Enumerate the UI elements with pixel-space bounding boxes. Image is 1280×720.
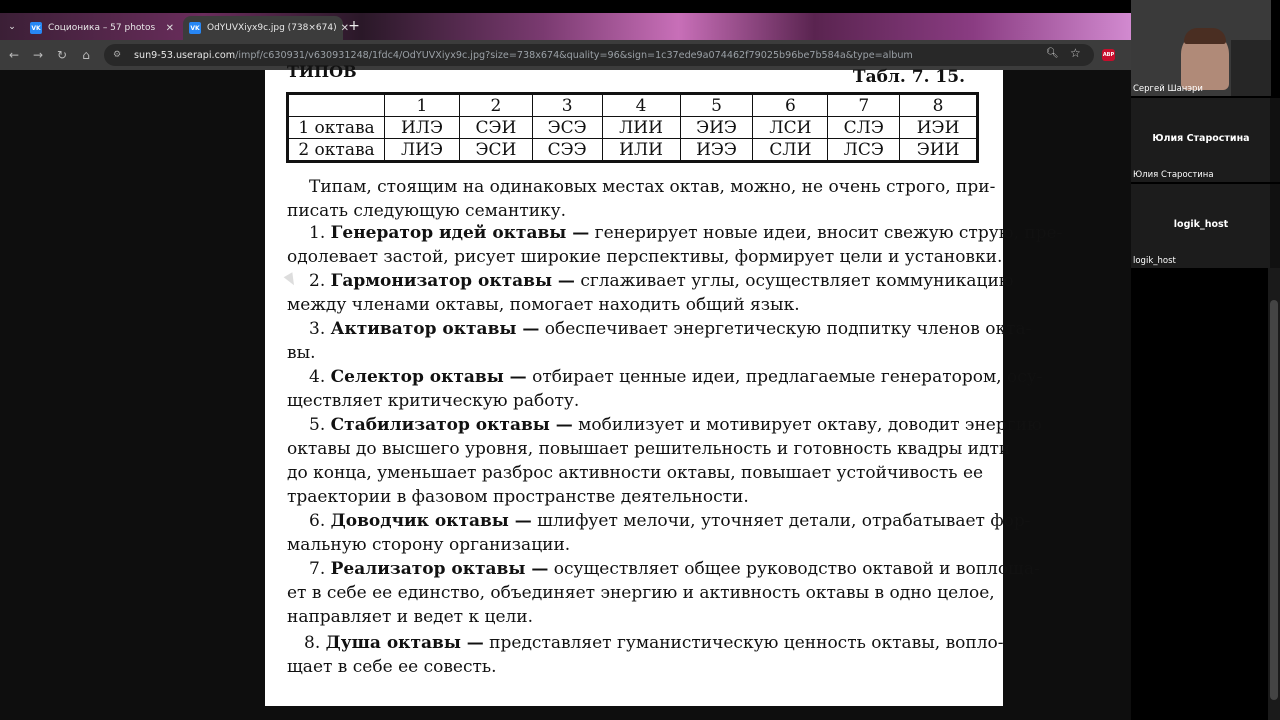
table-cell: 6: [753, 94, 828, 117]
table-cell: 7: [828, 94, 900, 117]
text-line: направляет и ведет к цели.: [287, 607, 534, 627]
table-cell: ЭСЭ: [532, 117, 602, 139]
text-line: траектории в фазовом пространстве деятельности.: [287, 487, 749, 507]
table-cell: ЭСИ: [459, 139, 532, 162]
home-icon[interactable]: ⌂: [82, 48, 90, 62]
tab-image[interactable]: [183, 16, 349, 40]
bookmark-star-icon[interactable]: ☆: [1070, 46, 1081, 60]
item-selector: [287, 365, 1043, 413]
table-cell: 5: [680, 94, 753, 117]
zoom-icon[interactable]: 🔍︎: [1046, 48, 1059, 59]
item-number: 4.: [309, 367, 326, 387]
site-info-icon[interactable]: ⚙: [112, 50, 122, 60]
participant-name: Сергей Шанэри: [1133, 84, 1203, 94]
tab-search-icon[interactable]: ⌄: [8, 22, 16, 32]
reload-icon[interactable]: ↻: [56, 48, 68, 62]
item-term: Активатор октавы —: [330, 319, 540, 339]
table-cell: ЛИЭ: [385, 139, 460, 162]
item-term: Стабилизатор октавы —: [330, 415, 573, 435]
text-line: вы.: [287, 343, 316, 363]
tab-socionics-photos[interactable]: [24, 16, 182, 40]
tab-strip: [0, 13, 1131, 40]
item-stabilizer: [287, 413, 1042, 509]
text-line: генерирует новые идеи, вносит свежую струю, пре-: [589, 223, 1063, 243]
table-row: [288, 117, 978, 139]
item-soul: [287, 631, 1004, 679]
table-cell: 8: [900, 94, 978, 117]
participant-placeholder-name: logik_host: [1173, 219, 1229, 230]
participant-video-hair: [1184, 28, 1226, 44]
item-number: 5.: [309, 415, 326, 435]
text-line: Типам, стоящим на одинаковых местах октав, можно, не очень строго, при-: [309, 177, 996, 197]
close-icon[interactable]: ✕: [165, 22, 174, 34]
octave-table: [286, 92, 979, 163]
table-cell: ИЛИ: [602, 139, 680, 162]
text-line: сглаживает углы, осуществляет коммуникацию: [574, 271, 1014, 291]
item-term: Гармонизатор октавы —: [330, 271, 575, 291]
panel-divider: [1270, 98, 1280, 182]
text-line: до конца, уменьшает разброс активности октавы, повышает устойчивость ее: [287, 463, 984, 483]
intro-paragraph: [287, 175, 996, 223]
item-term: Селектор октавы —: [330, 367, 527, 387]
table-header-row: [288, 94, 978, 117]
text-line: осуществляет общее руководство октавой и воплоща-: [548, 559, 1040, 579]
item-number: 2.: [309, 271, 326, 291]
item-number: 8.: [304, 633, 321, 653]
page-viewport: [0, 62, 1131, 720]
participant-placeholder-name: Юлия Старостина: [1152, 133, 1250, 144]
item-finisher: [287, 509, 1031, 557]
text-line: отбирает ценные идеи, предлагаемые генератором, осу-: [526, 367, 1043, 387]
table-cell: СЭИ: [459, 117, 532, 139]
item-term: Доводчик октавы —: [330, 511, 532, 531]
table-cell: ИЭЭ: [680, 139, 753, 162]
table-cell: ИЛЭ: [385, 117, 460, 139]
table-cell: 4: [602, 94, 680, 117]
text-line: мобилизует и мотивирует октаву, доводит энергию: [572, 415, 1042, 435]
participant-tile[interactable]: [1131, 98, 1271, 182]
row-label: 2 октава: [288, 139, 385, 162]
tab-title: Соционика – 57 photos: [48, 23, 156, 33]
browser-toolbar: [0, 40, 1131, 70]
row-label: 1 октава: [288, 117, 385, 139]
table-cell: 3: [532, 94, 602, 117]
table-cell: СЭЭ: [532, 139, 602, 162]
table-cell: ИЭИ: [900, 117, 978, 139]
table-cell: 1: [385, 94, 460, 117]
forward-arrow-icon[interactable]: →: [32, 48, 44, 62]
text-line: ществляет критическую работу.: [287, 391, 580, 411]
table-cell: ЛСЭ: [828, 139, 900, 162]
table-cell: ЛИИ: [602, 117, 680, 139]
item-term: Генератор идей октавы —: [330, 223, 590, 243]
close-icon[interactable]: ✕: [340, 22, 349, 34]
table-cell: ЛСИ: [753, 117, 828, 139]
item-number: 3.: [309, 319, 326, 339]
participant-tile[interactable]: [1131, 0, 1271, 96]
table-caption: Табл. 7. 15.: [852, 67, 965, 87]
table-cell: СЛЭ: [828, 117, 900, 139]
tab-title: OdYUVXiyx9c.jpg (738×674): [207, 23, 337, 33]
table-cell: 2: [459, 94, 532, 117]
table-row: [288, 139, 978, 162]
table-cell: ЭИИ: [900, 139, 978, 162]
text-line: писать следующую семантику.: [287, 201, 567, 221]
text-line: шлифует мелочи, уточняет детали, отрабатывает фор-: [531, 511, 1031, 531]
item-term: Душа октавы —: [325, 633, 484, 653]
vk-icon: VK: [189, 22, 201, 34]
text-line: представляет гуманистическую ценность октавы, вопло-: [483, 633, 1004, 653]
video-call-panel: [1131, 0, 1280, 268]
table-cell: ЭИЭ: [680, 117, 753, 139]
page-header-left: ТИПОВ: [287, 62, 357, 81]
table-cell: СЛИ: [753, 139, 828, 162]
item-term: Реализатор октавы —: [330, 559, 549, 579]
adblock-extension-icon[interactable]: ABP: [1102, 49, 1115, 61]
new-tab-button[interactable]: +: [348, 18, 360, 34]
item-generator: [287, 221, 1063, 269]
text-line: мальную сторону организации.: [287, 535, 571, 555]
table-cell: [288, 94, 385, 117]
text-line: между членами октавы, помогает находить общий язык.: [287, 295, 800, 315]
vk-icon: VK: [30, 22, 42, 34]
item-number: 1.: [309, 223, 326, 243]
item-activator: [287, 317, 1032, 365]
address-bar[interactable]: [104, 44, 1094, 66]
panel-divider: [1270, 184, 1280, 268]
text-line: обеспечивает энергетическую подпитку членов окта-: [539, 319, 1032, 339]
back-arrow-icon[interactable]: ←: [8, 48, 20, 62]
participant-name: logik_host: [1133, 256, 1176, 266]
scrollbar-thumb[interactable]: [1270, 300, 1278, 700]
item-number: 6.: [309, 511, 326, 531]
participant-tile[interactable]: [1131, 184, 1271, 268]
item-harmonizer: [287, 269, 1014, 317]
document-image: [265, 62, 1063, 706]
text-line: октавы до высшего уровня, повышает решительность и готовность квадры идти: [287, 439, 1011, 459]
text-line: одолевает застой, рисует широкие перспективы, формирует цели и установки.: [287, 247, 1003, 267]
participant-name: Юлия Старостина: [1133, 170, 1214, 180]
text-line: ет в себе ее единство, объединяет энергию и активность октавы в одно целое,: [287, 583, 995, 603]
item-implementer: [287, 557, 1040, 629]
background-shelf: [1231, 40, 1271, 96]
url-text[interactable]: sun9-53.userapi.com/impf/c630931/v630931248/1fdc4/OdYUVXiyx9c.jpg?size=738x674&quality=96&sign=1c37ede9a074462f79025b96be7b584a&type=album: [134, 49, 913, 61]
text-line: щает в себе ее совесть.: [287, 657, 497, 677]
item-number: 7.: [309, 559, 326, 579]
